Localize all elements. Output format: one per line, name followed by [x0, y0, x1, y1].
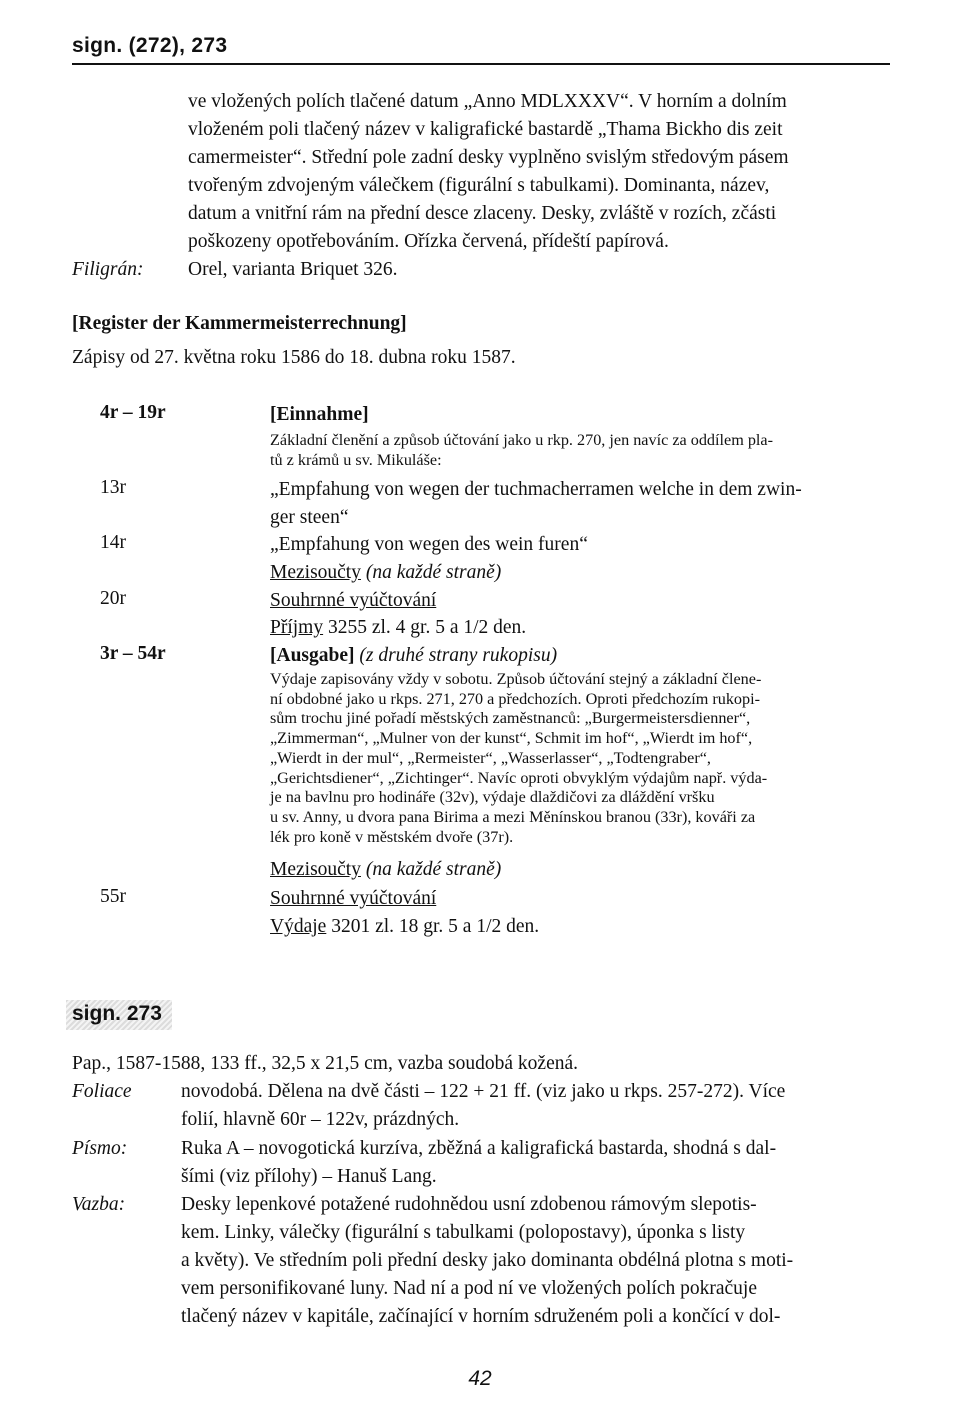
- summary-text: Souhrnné vyúčtování: [270, 590, 437, 611]
- income-total: [270, 614, 890, 642]
- text-line: „Wierdt in der mul“, „Rermeister“, „Wasserlasser“, „Todtengraber“,: [270, 748, 711, 767]
- folio-range: 4r – 19r: [100, 402, 166, 423]
- text-line: u sv. Anny, u dvora pana Birima a mezi Měnínskou branou (33r), kováři za: [270, 807, 756, 826]
- text-line: ger steen“: [270, 507, 349, 528]
- folio-number: 55r: [100, 886, 126, 907]
- subtotals-line: [270, 856, 890, 884]
- subtotals-label: Mezisoučty: [270, 859, 361, 880]
- income-value: 3255 zl. 4 gr. 5 a 1/2 den.: [323, 617, 527, 638]
- vazba-value: [181, 1191, 890, 1331]
- text-line: Desky lepenkové potažené rudohnědou usní zdobenou rámovým slepotis-: [181, 1194, 757, 1215]
- summary-label: [270, 587, 890, 615]
- text-line: sům trochu jiné pořadí městských zaměstnanců: „Burgermeistersdienner“,: [270, 709, 751, 728]
- text-line: datum a vnitřní rám na přední desce zlaceny. Desky, zvláště v rozích, zčásti: [188, 203, 777, 224]
- text-line: šími (viz přílohy) – Hanuš Lang.: [181, 1166, 437, 1187]
- folio-number: 14r: [100, 532, 126, 553]
- text-line: ve vložených polích tlačené datum „Anno MDLXXXV“. V horním a dolním: [188, 91, 787, 112]
- signature-badge: sign. 273: [66, 1000, 172, 1030]
- pismo-label: Písmo:: [72, 1138, 128, 1159]
- foliace-value: [181, 1078, 890, 1134]
- text-line: novodobá. Dělena na dvě části – 122 + 21 ff. (viz jako u rkps. 257-272). Více: [181, 1081, 786, 1102]
- text-line: Ruka A – novogotická kurzíva, zběžná a kaligrafická bastarda, shodná s dal-: [181, 1138, 777, 1159]
- foliace-label: Foliace: [72, 1081, 132, 1102]
- ausgabe-note: (z druhé strany rukopisu): [354, 645, 558, 666]
- income-label: Příjmy: [270, 617, 324, 638]
- text-line: tvořeným zdvojeným válečkem (figurální s tabulkami). Dominanta, název,: [188, 175, 770, 196]
- folio-number: 20r: [100, 588, 126, 609]
- text-line: a květy). Ve středním poli přední desky jako dominanta obdélná plotna s moti-: [181, 1250, 794, 1271]
- section-ausgabe: [270, 642, 890, 670]
- subtotals-note: (na každé straně): [360, 562, 502, 583]
- folio-number: 13r: [100, 477, 126, 498]
- text-line: vem personifikované luny. Nad ní a pod ní ve vložených polích pokračuje: [181, 1278, 757, 1299]
- register-title: [Register der Kammermeisterrechnung]: [72, 313, 407, 334]
- text-line: camermeister“. Střední pole zadní desky vyplněno svislým středovým pásem: [188, 147, 789, 168]
- filigran-value: Orel, varianta Briquet 326.: [188, 259, 398, 280]
- section-einnahme: [Einnahme]: [270, 404, 369, 425]
- text-line: „Gerichtsdiener“, „Zichtinger“. Navíc oproti obvyklým výdajům např. výda-: [270, 768, 768, 787]
- quote-entry: [270, 476, 890, 532]
- subtotals-label: Mezisoučty: [270, 562, 361, 583]
- text-line: poškozeny opotřebováním. Ořízka červená, přídeští papírová.: [188, 231, 669, 252]
- subtotals-note: (na každé straně): [360, 859, 502, 880]
- folio-range: 3r – 54r: [100, 643, 166, 664]
- einnahme-note: [270, 431, 890, 470]
- expense-value: 3201 zl. 18 gr. 5 a 1/2 den.: [326, 916, 540, 937]
- expense-label: Výdaje: [270, 916, 327, 937]
- text-line: folií, hlavně 60r – 122v, prázdných.: [181, 1109, 460, 1130]
- text-line: je na bavlnu pro hodináře (32v), výdaje dlaždičovi za dláždění vršku: [270, 788, 715, 807]
- text-line: „Empfahung von wegen der tuchmacherramen welche in dem zwin-: [270, 479, 802, 500]
- text-line: Základní členění a způsob účtování jako u rkp. 270, jen navíc za oddílem pla-: [270, 431, 773, 449]
- prev-description: [188, 88, 890, 256]
- running-header: sign. (272), 273: [72, 34, 228, 57]
- summary-text: Souhrnné vyúčtování: [270, 888, 437, 909]
- summary-label: [270, 885, 890, 913]
- ausgabe-description: [270, 670, 890, 847]
- register-subtitle: Zápisy od 27. května roku 1586 do 18. dubna roku 1587.: [72, 347, 516, 368]
- vazba-label: Vazba:: [72, 1194, 126, 1215]
- text-line: vloženém poli tlačený název v kaligrafické bastardě „Thama Bickho dis zeit: [188, 119, 783, 140]
- text-line: lék pro koně v městském dvoře (37r).: [270, 827, 514, 846]
- subtotals-line: [270, 559, 890, 587]
- physical-description: Pap., 1587-1588, 133 ff., 32,5 x 21,5 cm, vazba soudobá kožená.: [72, 1053, 579, 1074]
- text-line: kem. Linky, válečky (figurální s tabulkami (polopostavy), úponka s listy: [181, 1222, 746, 1243]
- filigran-label: Filigrán:: [72, 259, 144, 280]
- ausgabe-title: [Ausgabe]: [270, 645, 355, 666]
- text-line: tů z krámů u sv. Mikuláše:: [270, 450, 442, 469]
- quote-entry: „Empfahung von wegen des wein furen“: [270, 534, 588, 555]
- text-line: Výdaje zapisovány vždy v sobotu. Způsob účtování stejný a základní člene-: [270, 670, 762, 688]
- text-line: „Zimmerman“, „Mulner von der kunst“, Schmit im hof“, „Wierdt im hof“,: [270, 729, 753, 748]
- header-rule: [72, 63, 890, 65]
- expense-total: [270, 913, 890, 941]
- text-line: tlačený název v kapitále, začínající v horním sdruženém poli a končící v dol-: [181, 1306, 781, 1327]
- text-line: ní obdobné jako u rkps. 271, 270 a předchozích. Oproti předchozím rukopi-: [270, 689, 761, 708]
- pismo-value: [181, 1135, 890, 1191]
- page-number: 42: [468, 1367, 492, 1390]
